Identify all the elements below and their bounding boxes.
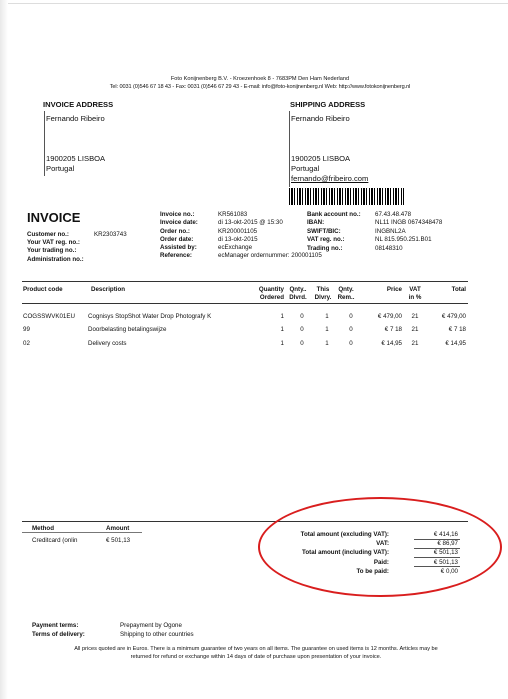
header-total: Total xyxy=(451,286,466,293)
shipping-address-city: 1900205 LISBOA xyxy=(291,154,351,163)
order-date-label: Order date: xyxy=(160,235,194,243)
header-qnty-delivered xyxy=(285,286,311,301)
payment-terms-label: Payment terms: xyxy=(32,622,79,629)
header-vat xyxy=(404,286,426,301)
invoice-address-city: 1900205 LISBOA xyxy=(46,154,106,163)
invoice-title: INVOICE xyxy=(27,210,81,225)
row-price: € 479,00 xyxy=(377,313,402,320)
company-trading-label: Trading no.: xyxy=(307,244,343,252)
table-header-rule xyxy=(22,303,468,304)
header-description: Description xyxy=(91,286,126,293)
row-this-delivery: 1 xyxy=(325,326,329,333)
row-code: 99 xyxy=(23,326,30,333)
header-price: Price xyxy=(386,286,402,293)
bank-account-value: 67.43.48.478 xyxy=(375,211,412,218)
row-ordered: 1 xyxy=(280,313,284,320)
row-remaining: 0 xyxy=(349,340,353,347)
invoice-address-country: Portugal xyxy=(46,164,75,173)
customer-values xyxy=(94,231,127,239)
order-no-value: KR200001105 xyxy=(218,227,258,235)
row-ordered: 1 xyxy=(280,340,284,347)
row-remaining: 0 xyxy=(349,313,353,320)
to-be-paid-label: To be paid: xyxy=(356,567,389,575)
trading-no-label: Your trading no.: xyxy=(27,247,77,255)
reference-label: Reference: xyxy=(160,252,192,260)
highlight-circle xyxy=(258,497,502,597)
delivery-terms-value: Shipping to other countries xyxy=(120,631,194,638)
shipping-address-country: Portugal xyxy=(291,164,320,173)
page-edge xyxy=(0,0,8,699)
shipping-address-name: Fernando Ribeiro xyxy=(291,114,350,123)
row-code: 02 xyxy=(23,340,30,347)
iban-value: NL11 INGB 0674348478 xyxy=(375,219,443,227)
bank-account-label: Bank account no.: xyxy=(307,211,361,218)
footer-line-1: All prices quoted are in Euros. There is a minimum guarantee of two years on all items. The guarantee on used items is 12 months. Articles may be xyxy=(74,646,438,652)
row-price: € 7 18 xyxy=(384,326,402,333)
invoice-no-label: Invoice no.: xyxy=(160,211,195,218)
order-no-label: Order no.: xyxy=(160,227,190,235)
paid-label: Paid: xyxy=(373,558,389,566)
vat-label: VAT: xyxy=(376,540,389,548)
vat-reg-label: Your VAT reg. no.: xyxy=(27,239,80,247)
header-product-code: Product code xyxy=(23,286,63,293)
row-this-delivery: 1 xyxy=(325,313,329,320)
customer-no-value: KR2303743 xyxy=(94,231,127,238)
row-this-delivery: 1 xyxy=(325,340,329,347)
row-description: Doorbelasting betalingswijze xyxy=(88,326,167,333)
payment-amount-value: € 501,13 xyxy=(106,537,131,544)
company-contact: Tel: 0031 (0)546 67 18 43 - Fax: 0031 (0)546 67 29 43 - E-mail: info@foto-konijnenberg.nl Web: http://www.fotokonijnenberg.nl xyxy=(109,84,411,90)
row-total: € 479,00 xyxy=(441,313,466,320)
invoice-date-value: di 13-okt-2015 @ 15:30 xyxy=(218,219,283,227)
header-vat-line1: VAT xyxy=(409,286,421,293)
payment-method-header: Method xyxy=(32,525,54,532)
to-be-paid-value: € 0,00 xyxy=(440,567,458,575)
total-incl-vat-value: € 501,13 xyxy=(433,549,458,557)
total-excl-vat-value: € 414,16 xyxy=(433,531,458,538)
row-description: Delivery costs xyxy=(88,340,127,347)
footer-disclaimer xyxy=(14,645,498,661)
bank-info-values xyxy=(375,211,442,253)
invoice-info-labels xyxy=(160,211,198,261)
row-total: € 14,95 xyxy=(445,340,466,347)
row-vat: 21 xyxy=(411,326,419,333)
row-ordered: 1 xyxy=(280,326,284,333)
row-total: € 7 18 xyxy=(448,326,466,333)
bank-info-labels xyxy=(307,211,361,253)
row-price: € 14,95 xyxy=(381,340,402,347)
company-vat-label: VAT reg. no.: xyxy=(307,236,345,244)
header-this-delivery xyxy=(311,286,335,301)
header-qnty-line1: Qnty.. xyxy=(289,286,307,293)
table-row xyxy=(23,313,75,320)
row-vat: 21 xyxy=(411,340,419,347)
row-remaining: 0 xyxy=(349,326,353,333)
assisted-by-label: Assisted by: xyxy=(160,244,197,252)
barcode xyxy=(289,188,404,205)
table-row xyxy=(23,326,30,333)
administration-no-label: Administration no.: xyxy=(27,255,84,263)
vat-value: € 86,97 xyxy=(437,540,458,548)
invoice-address-heading: INVOICE ADDRESS xyxy=(43,100,114,109)
total-excl-vat-label: Total amount (excluding VAT): xyxy=(300,531,389,538)
customer-labels xyxy=(27,231,84,264)
invoice-address-name: Fernando Ribeiro xyxy=(46,114,105,123)
swift-label: SWIFT/BIC: xyxy=(307,227,341,235)
invoice-address-bracket xyxy=(44,111,45,176)
terms-labels xyxy=(32,621,85,639)
customer-no-label: Customer no.: xyxy=(27,231,69,238)
header-this-line1: This xyxy=(316,286,330,293)
header-quantity-line1: Quantity xyxy=(258,286,284,293)
invoice-no-value: KR561083 xyxy=(218,211,248,218)
terms-values xyxy=(120,621,194,639)
scan-edge xyxy=(8,3,508,4)
footer-line-2: returned for refund or exchange within 14 days of date of purchase upon presentation of your invoice. xyxy=(130,654,382,660)
row-delivered: 0 xyxy=(300,326,304,333)
header-qnty-remaining xyxy=(334,286,358,301)
header-quantity-line2: Ordered xyxy=(259,293,284,301)
shipping-address-bracket xyxy=(289,111,290,187)
company-address: Foto Konijnenberg B.V. - Kroezenhoek 8 - 7683PM Den Ham Nederland xyxy=(170,76,350,82)
row-description: Cognisys StopShot Water Drop Photografy K xyxy=(88,313,212,320)
paid-value: € 501,13 xyxy=(433,558,458,566)
row-code: COGSSWVK01EU xyxy=(23,313,75,320)
payment-terms-value: Prepayment by Ogone xyxy=(120,622,182,629)
invoice-date-label: Invoice date: xyxy=(160,219,198,227)
header-vat-line2: in % xyxy=(408,293,422,301)
delivery-terms-label: Terms of delivery: xyxy=(32,631,85,638)
row-delivered: 0 xyxy=(300,313,304,320)
row-vat: 21 xyxy=(411,313,419,320)
table-top-rule xyxy=(22,281,468,282)
header-rem-line1: Qnty. xyxy=(338,286,354,293)
company-trading-value: 08148310 xyxy=(375,244,403,252)
shipping-address-heading: SHIPPING ADDRESS xyxy=(290,100,366,109)
payment-amount-header: Amount xyxy=(106,525,130,532)
payment-header-rule xyxy=(22,532,142,533)
row-delivered: 0 xyxy=(300,340,304,347)
header-qnty-line2: Dlvrd. xyxy=(289,293,307,301)
header-this-line2: Dlvry. xyxy=(314,293,332,301)
payment-method-value: Creditcard (onlin xyxy=(32,537,78,544)
order-date-value: di 13-okt-2015 xyxy=(218,235,258,243)
header-quantity-ordered xyxy=(240,286,284,301)
shipping-email-link[interactable]: fernando@fribeiro.com xyxy=(291,174,369,183)
total-incl-vat-label: Total amount (including VAT): xyxy=(302,549,389,557)
company-vat-value: NL 815.950.251.B01 xyxy=(375,236,432,244)
reference-value: ecManager ordernummer: 200001105 xyxy=(218,252,322,260)
iban-label: IBAN: xyxy=(307,219,325,227)
assisted-by-value: ecExchange xyxy=(218,244,253,252)
table-row xyxy=(23,340,30,347)
swift-value: INGBNL2A xyxy=(375,227,406,235)
header-rem-line2: Rem.. xyxy=(337,293,355,301)
